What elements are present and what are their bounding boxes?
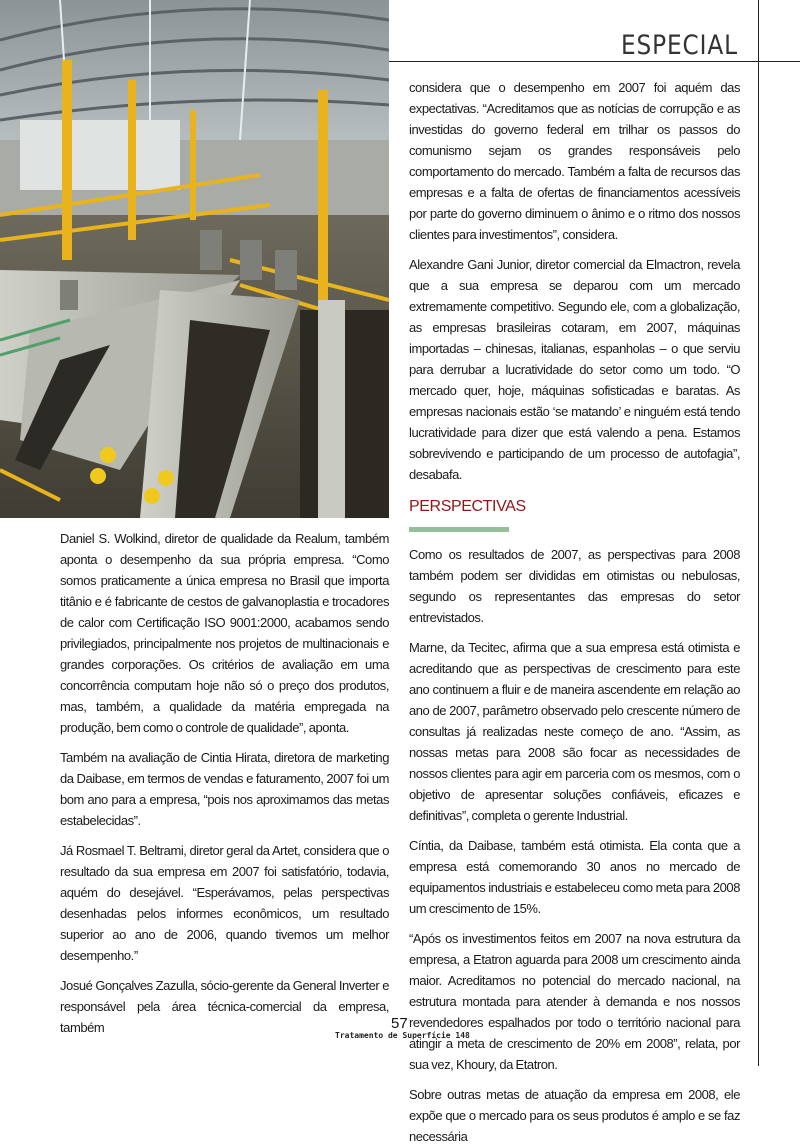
paragraph: Cíntia, da Daibase, também está otimista. Ela conta que a empresa está comemorando 30 anos no mercado de equipamentos industriais e estabeleceu como meta para 2008 um crescimento de 15%.	[409, 838, 740, 916]
paragraph: Daniel S. Wolkind, diretor de qualidade da Realum, também aponta o desempenho da sua própria empresa. “Como somos praticamente a única empresa no Brasil que importa titânio e é fabricante de cestos de galvanoplastia e trocadores de calor com Certificação ISO 9001:2000, acabamos sendo privilegiados, principalmente nos projetos de multinacionais e grandes corporações. Os critérios de avaliação em uma concorrência computam hoje não só o preço dos produtos, mas, também, a qualidade da matéria empregada na produção, bem como o controle de qualidade”, aponta.	[60, 531, 389, 735]
section-title: ESPECIAL	[621, 30, 738, 61]
left-column	[60, 528, 389, 1038]
paragraph: Como os resultados de 2007, as perspectivas para 2008 também podem ser divididas em otimistas ou nebulosas, segundo os representantes das empresas do setor entrevistados.	[409, 547, 740, 625]
paragraph: Alexandre Gani Junior, diretor comercial da Elmactron, revela que a sua empresa se deparou com um mercado extremamente competitivo. Segundo ele, com a globalização, as empresas brasileiras cotaram, em 2007, máquinas importadas – chinesas, italianas, espanholas – o que serviu para derrubar a lucratividade do setor como um todo. “O mercado quer, hoje, máquinas sofisticadas e baratas. As empresas nacionais estão ‘se matando’ e ninguém está tendo lucratividade para dizer que está valendo a pena. Estamos sobrevivendo e participando de um processo de autofagia”, desabafa.	[409, 257, 740, 482]
paragraph: considera que o desempenho em 2007 foi aquém das expectativas. “Acreditamos que as notícias de corrupção e as investidas do governo federal em trilhar os passos do comunismo sejam os grandes responsáveis pelo comportamento do mercado. Também a falta de recursos das empresas e a falta de ofertas de financiamentos acessíveis por parte do governo diminuem o ânimo e o ritmo dos nossos clientes para investimentos”, considera.	[409, 80, 740, 242]
page-number: 57	[391, 1015, 408, 1032]
magazine-name: Tratamento de Superfície 148	[335, 1031, 470, 1040]
paragraph: Marne, da Tecitec, afirma que a sua empresa está otimista e acreditando que as perspectivas de crescimento para este ano continuem a fluir e de maneira ascendente em relação ao ano de 2007, parâmetro observado pelo crescente número de consultas já realizadas neste começo de ano. “Assim, as nossas metas para 2008 são focar as necessidades de nossos clientes para agir em parceria com os mesmos, com o objetivo de apresentar soluções confiáveis, eficazes e definitivas”, completa o gerente Industrial.	[409, 640, 740, 823]
right-column	[409, 77, 740, 1147]
paragraph: Josué Gonçalves Zazulla, sócio-gerente da General Inverter e responsável pela área técnica-comercial da empresa, também	[60, 978, 389, 1035]
paragraph: Também na avaliação de Cintia Hirata, diretora de marketing da Daibase, em termos de vendas e faturamento, 2007 foi um bom ano para a empresa, “pois nos aproximamos das metas estabelecidas”.	[60, 750, 389, 828]
header-rule	[389, 61, 800, 62]
paragraph: “Após os investimentos feitos em 2007 na nova estrutura da empresa, a Etatron aguarda para 2008 um crescimento ainda maior. Acreditamos no potencial do mercado nacional, na estrutura montada para atender à demanda e nos nossos revendedores espalhados por todo o território nacional para atingir a meta de crescimento de 20% em 2008”, relata, por sua vez, Khoury, da Etatron.	[409, 931, 740, 1072]
page-edge-rule	[758, 0, 759, 1066]
plant-photo	[0, 0, 389, 518]
section-subhead: PERSPECTIVAS	[409, 498, 526, 515]
subhead-underline	[409, 527, 509, 532]
paragraph: Sobre outras metas de atuação da empresa em 2008, ele expõe que o mercado para os seus produtos é amplo e se faz necessária	[409, 1087, 740, 1144]
paragraph: Já Rosmael T. Beltrami, diretor geral da Artet, considera que o resultado da sua empresa em 2007 foi satisfatório, todavia, aquém do desejável. “Esperávamos, pelas perspectivas desenhadas pelos informes econômicos, um resultado superior ao ano de 2006, quando tivemos um melhor desempenho.”	[60, 843, 389, 963]
